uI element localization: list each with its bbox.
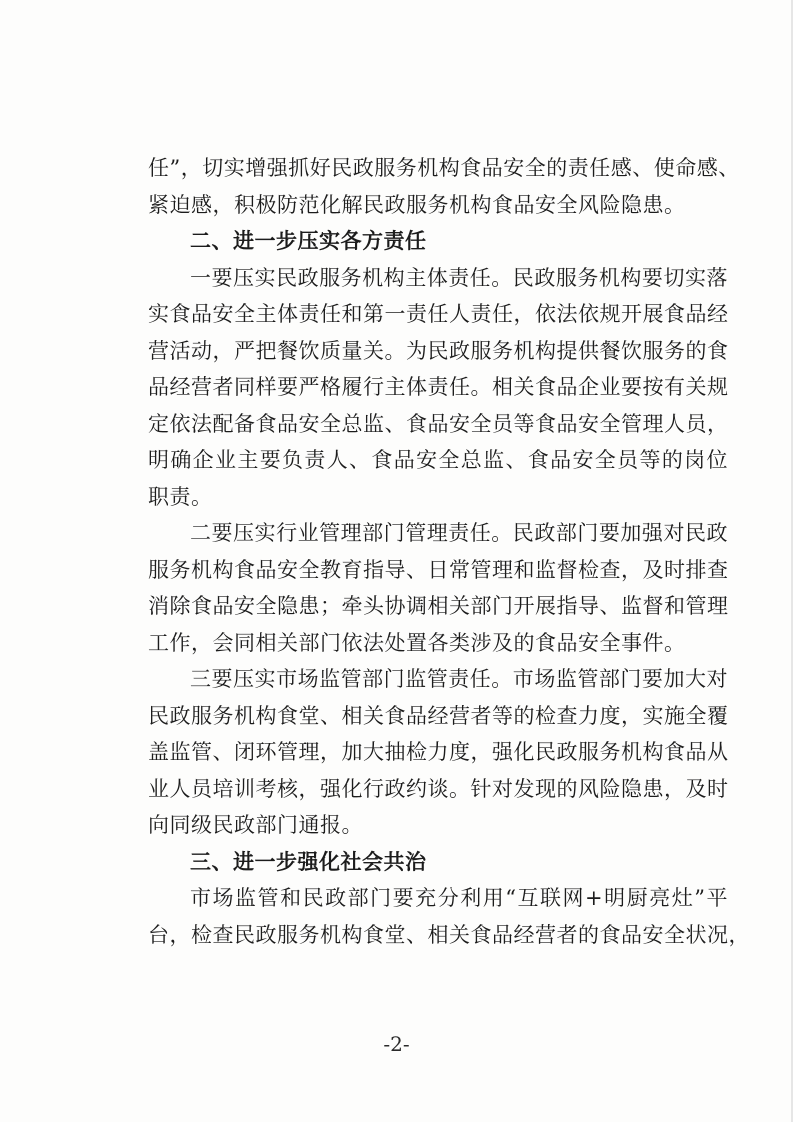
text-line: 实食品安全主体责任和第一责任人责任，依法依规开展食品经 xyxy=(148,302,729,326)
text-line: 向同级民政部门通报。 xyxy=(148,813,363,837)
text-line: 职责。 xyxy=(148,484,213,509)
text-line: 紧迫感，积极防范化解民政服务机构食品安全风险隐患。 xyxy=(148,192,686,217)
text-line: 盖监管、闭环管理，加大抽检力度，强化民政服务机构食品从 xyxy=(148,740,729,764)
section-heading-3: 三、进一步强化社会共治 xyxy=(190,849,427,874)
text-line: 营活动，严把餐饮质量关。为民政服务机构提供餐饮服务的食 xyxy=(148,338,729,363)
text-line: 民政服务机构食堂、相关食品经营者等的检查力度，实施全覆 xyxy=(148,703,729,728)
text-line: 工作，会同相关部门依法处置各类涉及的食品安全事件。 xyxy=(148,630,686,655)
paragraph-start: 二要压实行业管理部门管理责任。民政部门要加强对民政 xyxy=(190,521,728,545)
text-line: 明确企业主要负责人、食品安全总监、食品安全员等的岗位 xyxy=(148,448,728,472)
text-line: 品经营者同样要严格履行主体责任。相关食品企业要按有关规 xyxy=(148,375,729,399)
paragraph-start: 三要压实市场监管部门监管责任。市场监管部门要加大对 xyxy=(190,667,728,691)
text-line: 消除食品安全隐患；牵头协调相关部门开展指导、监督和管理 xyxy=(148,594,729,618)
text-line: 任”，切实增强抓好民政服务机构食品安全的责任感、使命感、 xyxy=(148,156,740,180)
text-line: 台，检查民政服务机构食堂、相关食品经营者的食品安全状况， xyxy=(148,922,750,947)
text-line: 业人员培训考核，强化行政约谈。针对发现的风险隐患，及时 xyxy=(148,776,729,801)
document-body xyxy=(148,150,750,953)
text-line: 定依法配备食品安全总监、食品安全员等食品安全管理人员， xyxy=(148,411,729,436)
paragraph-start: 市场监管和民政部门要充分利用“互联网+明厨亮灶”平 xyxy=(190,886,728,910)
page-number: -2- xyxy=(383,1032,410,1056)
section-heading-2: 二、进一步压实各方责任 xyxy=(190,229,427,253)
paragraph-start: 一要压实民政服务机构主体责任。民政服务机构要切实落 xyxy=(190,265,728,290)
text-line: 服务机构食品安全教育指导、日常管理和监督检查，及时排查 xyxy=(148,557,729,582)
